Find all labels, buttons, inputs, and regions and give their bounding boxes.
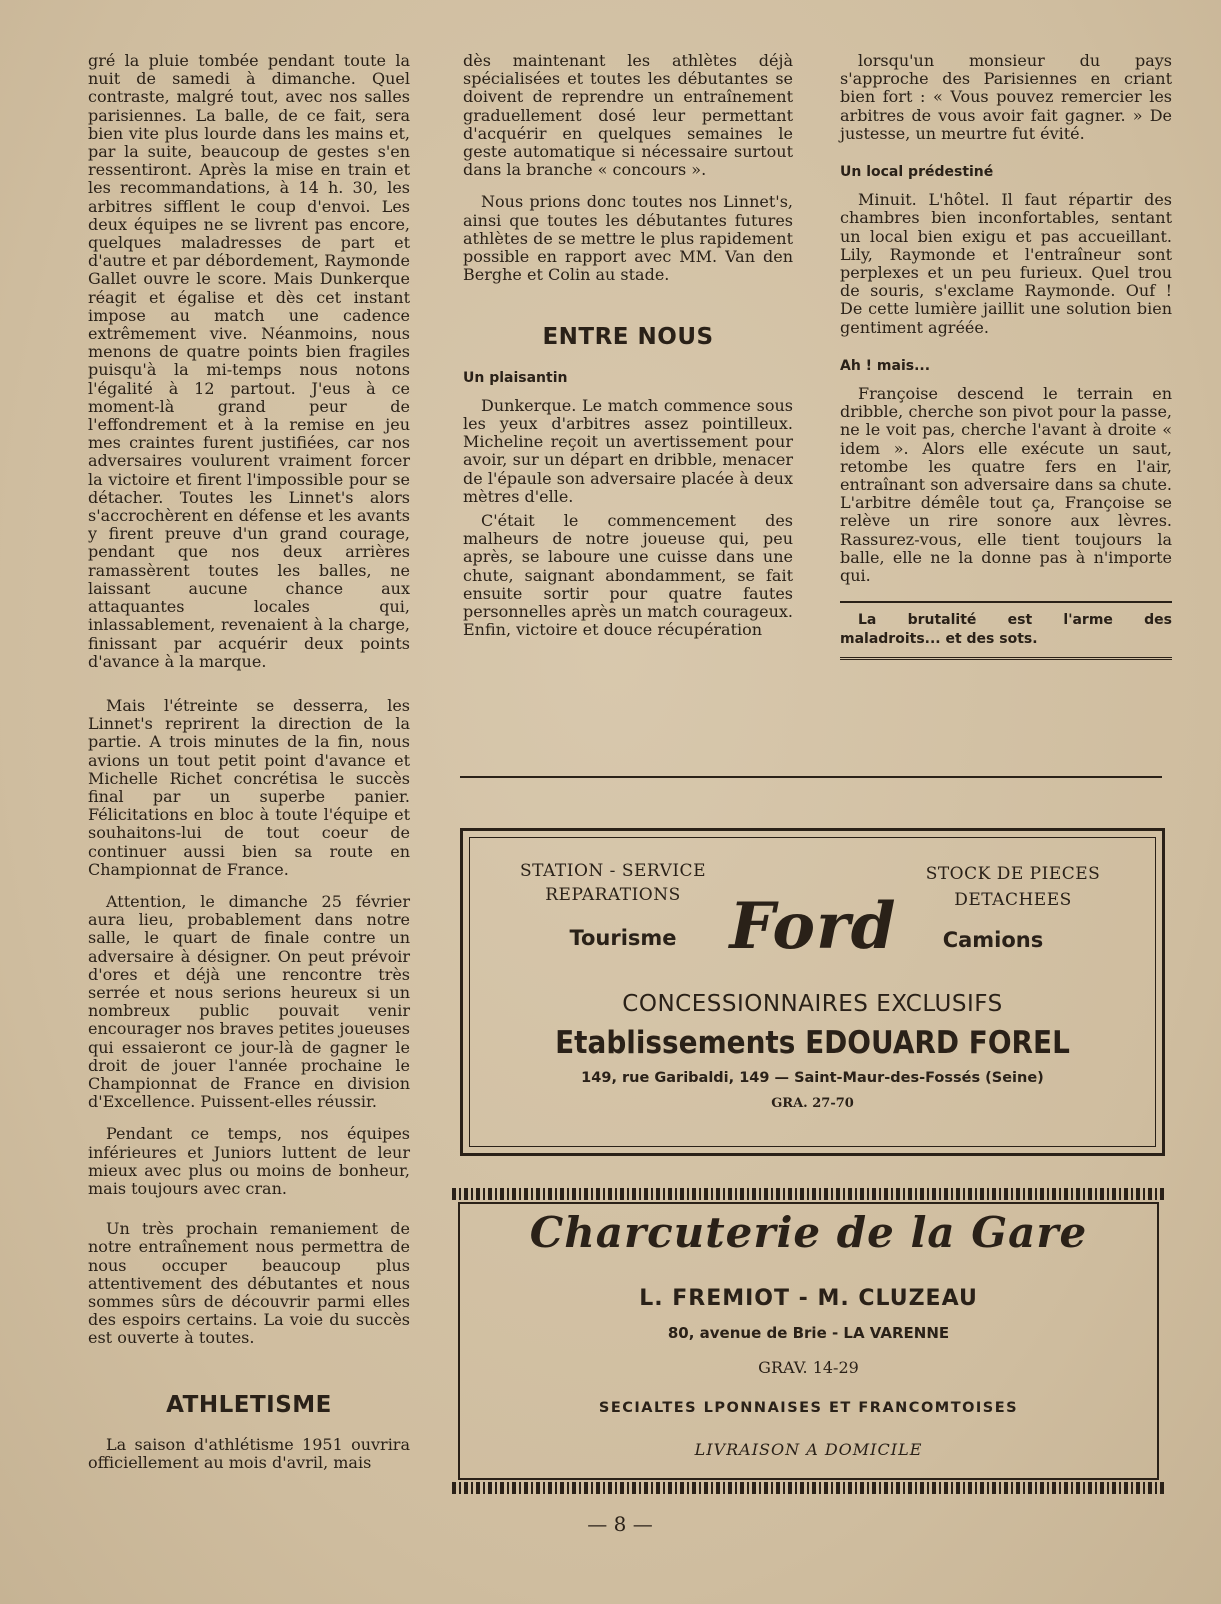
ford-advertisement — [460, 828, 1165, 1156]
charcuterie-owners: L. FREMIOT - M. CLUZEAU — [639, 1286, 978, 1311]
quote-box: La brutalité est l'arme des maladroits... et des sots. — [840, 601, 1172, 660]
article-paragraph: Un très prochain remaniement de notre entraînement nous permettra de nous occuper beaucoup plus attentivement des débutantes et nous sommes sûrs de découvrir parmi elles des espoirs certains. La voie du succès est ouverte à toutes. — [88, 1219, 410, 1348]
ford-ad-concessionnaires: CONCESSIONNAIRES EXCLUSIFS — [622, 991, 1003, 1017]
article-paragraph: Pendant ce temps, nos équipes inférieures et Juniors luttent de leur mieux avec plus ou moins de bonheur, mais toujours avec cran. — [88, 1124, 410, 1198]
ford-ad-text: REPARATIONS — [545, 885, 681, 905]
column-3 — [840, 52, 1172, 660]
article-paragraph: Nous prions donc toutes nos Linnet's, ainsi que toutes les débutantes futures athlètes de se mettre le plus rapidement possible en rapport avec MM. Van den Berghe et Colin au stade. — [463, 192, 793, 285]
article-paragraph: C'était le commencement des malheurs de notre joueuse qui, peu après, se laboure une cuisse dans une chute, saignant abondamment, se fait ensuite sortir pour quatre fautes personnelles après un match courageux. Enfin, victoire et douce récupération — [463, 511, 793, 640]
ford-ad-etablissements: Etablissements EDOUARD FOREL — [555, 1025, 1070, 1061]
ford-ad-address: 149, rue Garibaldi, 149 — Saint-Maur-des-Fossés (Seine) — [581, 1070, 1044, 1086]
ford-ad-services — [503, 859, 723, 907]
subheading: Un local prédestiné — [840, 164, 994, 181]
charcuterie-advertisement — [452, 1188, 1165, 1494]
charcuterie-specialties: SECIALTES LPONNAISES ET FRANCOMTOISES — [598, 1400, 1019, 1416]
article-paragraph: gré la pluie tombée pendant toute la nuit de samedi à dimanche. Quel contraste, malgré tout, avec nos salles parisiennes. La balle, de ce fait, sera bien vite plus lourde dans les mains et, par la suite, beaucoup de gestes s'en ressentiront. Après la mise en train et les recommandations, à 14 h. 30, les arbitres sifflent le coup d'envoi. Les deux équipes ne se livrent pas encore, quelques maladresses de part et d'autre et par débordement, Raymonde Gallet ouvre le score. Mais Dunkerque réagit et égalise et dès cet instant impose au match une cadence extrêmement vive. Néanmoins, nous menons de quatre points bien fragiles puisqu'à la mi-temps nous notons l'égalité à 12 partout. J'eus à ce moment-là grand peur de l'effondrement et à la remise en jeu mes craintes furent justifiées, car nos adversaires voulurent vraiment forcer la victoire et firent l'impossible pour se détacher. Toutes les Linnet's alors s'accrochèrent en défense et les avants y firent preuve d'un grand courage, pendant que nos deux arrières ramassèrent toutes les balles, ne laissant aucune chance aux attaquantes locales qui, inlassablement, revenaient à la charge, finissant par acquérir deux points d'avance à la marque. — [88, 51, 410, 671]
subheading: Ah ! mais... — [840, 357, 931, 374]
article-paragraph: dès maintenant les athlètes déjà spécialisées et toutes les débutantes se doivent de reprendre un entraînement graduellement dosé leur permettant d'acquérir en quelques semaines le geste automatique si nécessaire surtout dans la branche « concours ». — [463, 51, 793, 180]
subheading: Un plaisantin — [463, 369, 568, 386]
ford-logo: Ford — [729, 889, 897, 964]
ford-ad-text: DETACHEES — [954, 890, 1072, 910]
ford-ad-text: STATION - SERVICE — [520, 861, 706, 881]
article-paragraph: Minuit. L'hôtel. Il faut répartir des chambres bien inconfortables, sentant un local bien exigu et pas accueillant. Lily, Raymonde et l'entraîneur sont perplexes et un peu furieux. Quel trou de souris, s'exclame Raymonde. Ouf ! De cette lumière jaillit une solution bien gentiment agréée. — [840, 190, 1172, 337]
ford-ad-camions: Camions — [942, 928, 1044, 952]
decorative-border-bottom — [452, 1482, 1165, 1494]
ford-ad-text: STOCK DE PIECES — [925, 864, 1101, 884]
section-heading-athletisme: ATHLETISME — [166, 1391, 332, 1418]
charcuterie-address: 80, avenue de Brie - LA VARENNE — [667, 1324, 950, 1342]
article-paragraph: lorsqu'un monsieur du pays s'approche des Parisiennes en criant bien fort : « Vous pouvez remercier les arbitres de vous avoir fait gagner. » De justesse, un meurtre fut évité. — [840, 51, 1172, 143]
ford-ad-tourisme: Tourisme — [569, 926, 677, 950]
article-paragraph: Dunkerque. Le match commence sous les yeux d'arbitres assez pointilleux. Micheline reçoit un avertissement pour avoir, sur un départ en dribble, menacer de l'épaule son adversaire placée à deux mètres d'elle. — [463, 395, 793, 506]
charcuterie-phone: GRAV. 14-29 — [758, 1358, 859, 1377]
page-number: — 8 — — [587, 1512, 653, 1536]
column-2 — [463, 52, 793, 653]
divider — [460, 776, 1162, 778]
decorative-border-top — [452, 1188, 1165, 1200]
column-1 — [88, 52, 410, 1486]
article-paragraph: Attention, le dimanche 25 février aura lieu, probablement dans notre salle, le quart de finale contre un adversaire à désigner. On peut prévoir d'ores et déjà une rencontre très serrée et nous serions heureux si un nombreux public pouvait venir encourager nos braves petites joueuses qui essaieront ce jour-là de gagner le droit de jouer l'année prochaine le Championnat de France en division d'Excellence. Puissent-elles réussir. — [88, 891, 410, 1112]
article-paragraph: La saison d'athlétisme 1951 ouvrira officiellement au mois d'avril, mais — [88, 1434, 410, 1473]
charcuterie-delivery: LIVRAISON A DOMICILE — [694, 1440, 923, 1459]
section-heading-entre-nous: ENTRE NOUS — [542, 324, 714, 351]
ford-ad-phone: GRA. 27-70 — [771, 1096, 854, 1111]
charcuterie-title: Charcuterie de la Gare — [529, 1208, 1088, 1257]
ford-ad-parts — [903, 861, 1123, 913]
article-paragraph: Françoise descend le terrain en dribble, cherche son pivot pour la passe, ne le voit pas, cherche l'avant à droite « idem ». Alors elle exécute un saut, retombe les quatre fers en l'air, entraînant son adversaire dans sa chute. L'arbitre démêle tout ça, Françoise se relève un rire sonore aux lèvres. Rassurez-vous, elle tient toujours la balle, elle ne la donne pas à n'importe qui. — [840, 384, 1172, 586]
article-paragraph: Mais l'étreinte se desserra, les Linnet's reprirent la direction de la partie. A trois minutes de la fin, nous avions un tout petit point d'avance et Michelle Richet concrétisa le succès final par un superbe panier. Félicitations en bloc à toute l'équipe et souhaitons-lui de tout coeur de continuer aussi bien sa route en Championnat de France. — [88, 695, 410, 879]
